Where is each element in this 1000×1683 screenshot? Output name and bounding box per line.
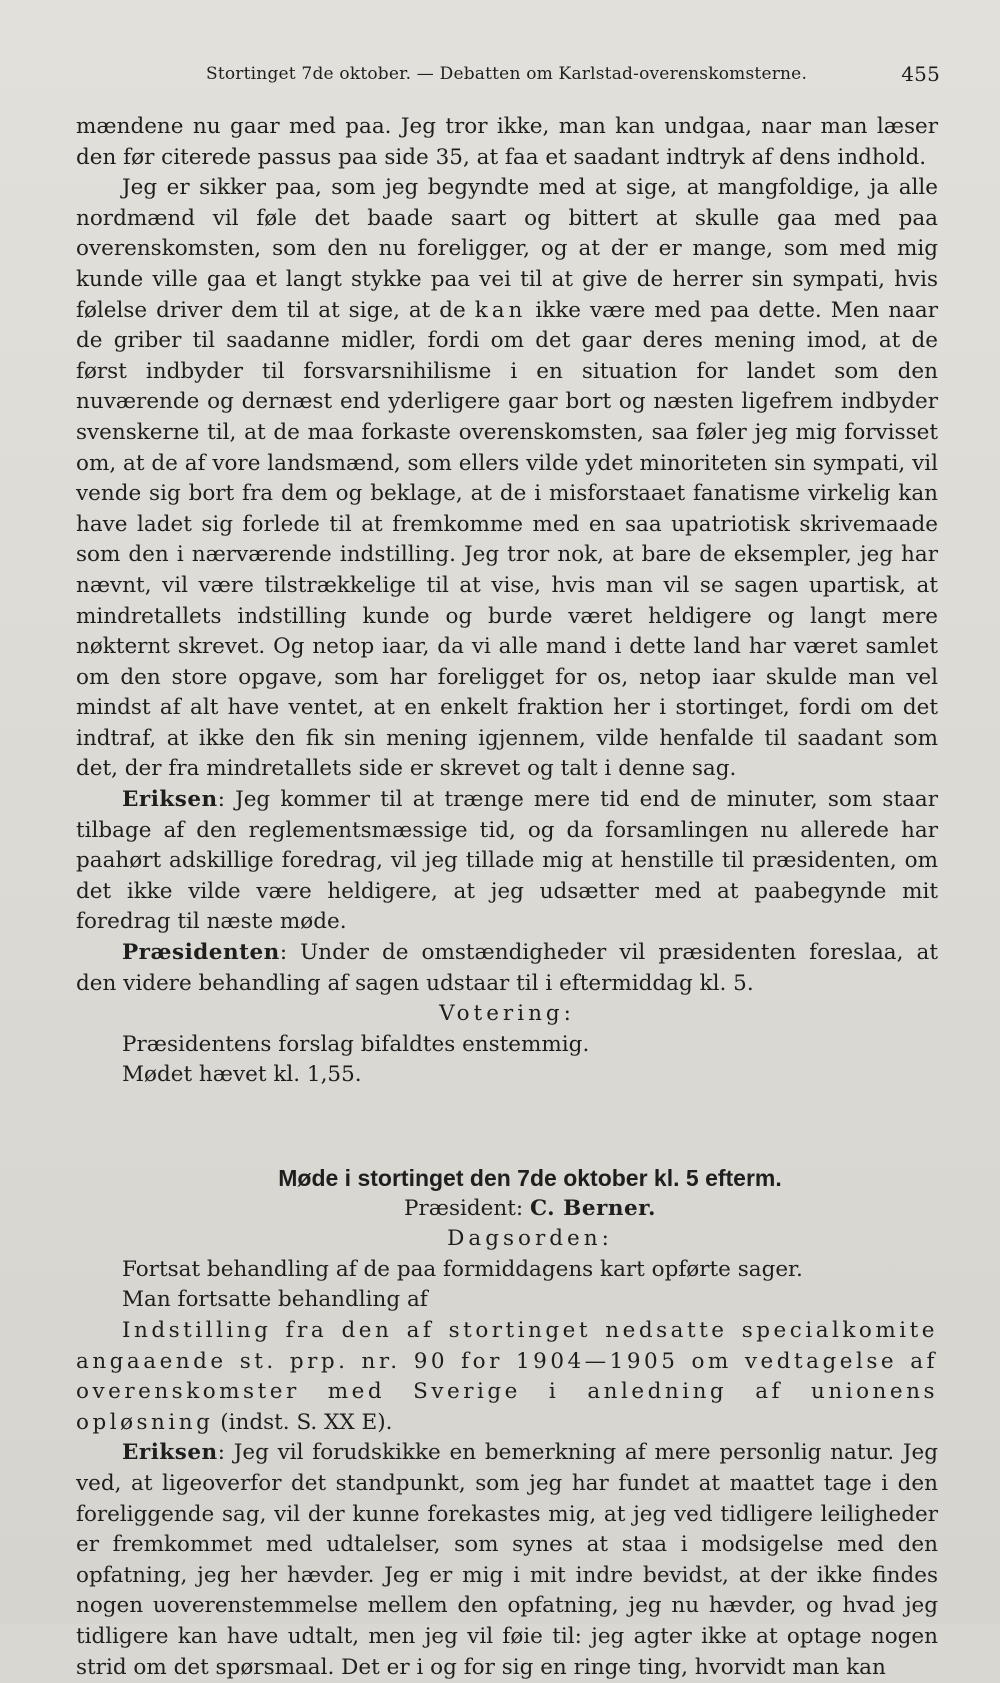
speech-president (76, 938, 938, 999)
paragraph-main (76, 173, 938, 785)
paragraph-main-part1: Jeg er sikker paa, som jeg begyndte med at sige, at mangfoldige, ja alle nordmænd vil føle det baade saart og bittert at skulle gaa med paa overenskomsten, som den nu foreligger, og at der er mange, som med mig kunde ville gaa et langt stykke paa vei til at give de herrer sin sympati, hvis følelse driver dem til at sige, at de (76, 175, 938, 323)
emphasis-spaced-word: kan (474, 297, 527, 323)
indstilling-title (76, 1316, 938, 1438)
meeting-title: Møde i stortinget den 7de oktober kl. 5 efterm. (278, 1165, 782, 1191)
page-body (76, 112, 938, 1683)
agenda-item: Fortsat behandling af de paa formiddagens kart opførte sager. (122, 1256, 803, 1282)
speech-text: : Under de omstændigheder vil præsidenten foreslaa, at den videre behandling af sagen udstaar til i eftermiddag kl. 5. (76, 940, 938, 996)
meeting-adjourned: Mødet hævet kl. 1,55. (122, 1062, 362, 1088)
running-header (206, 64, 940, 84)
speaker-name: Eriksen (122, 787, 218, 813)
speaker-name: Præsidenten (122, 940, 280, 966)
speech-text: : Jeg kommer til at trænge mere tid end de minuter, som staar tilbage af den reglementsmæssige tid, og da forsamlingen nu allerede har paahørt adskillige foredrag, vil jeg tillade mig at henstille til præsidenten, om det ikke vilde være heldigere, at jeg udsætter med at paabegynde mit foredrag til næste møde. (76, 787, 938, 935)
president-name: C. Berner. (529, 1195, 656, 1221)
speech-eriksen-1 (76, 785, 938, 938)
president-line (76, 1194, 938, 1225)
continued-treatment: Man fortsatte behandling af (122, 1287, 428, 1313)
vote-result: Præsidentens forslag bifaldtes enstemmig. (122, 1031, 590, 1057)
speech-eriksen-2 (76, 1438, 938, 1683)
page-number: 455 (901, 62, 940, 86)
running-title: Stortinget 7de oktober. — Debatten om Karlstad-overenskomsterne. (206, 64, 808, 84)
indstilling-reference: (indst. S. XX E). (213, 1409, 393, 1435)
speech-text: : Jeg vil forudskikke en bemerkning af mere personlig natur. Jeg ved, at ligeoverfor det standpunkt, som jeg har fundet at maattet tage i den foreliggende sag, vil der kunne forekastes mig, at jeg ved tidligere leiligheder er fremkommet med udtalelser, som synes at staa i modsigelse med den opfatning, jeg her hævder. Jeg er mig i mit indre bevidst, at der ikke findes nogen uoverenstemmelse mellem den opfatning, jeg nu hævder, og hvad jeg tidligere kan have udtalt, men jeg vil føie til: jeg agter ikke at optage nogen strid om det spørsmaal. Det er i og for sig en ringe ting, hvorvidt man kan (76, 1440, 938, 1680)
paragraph-main-part2: ikke være med paa dette. Men naar de griber til saadanne midler, fordi om det gaar deres mening imod, at de først indbyder til forsvarsnihilisme i en situation for landet som den nuværende og dernæst end yderligere gaar bort og næsten ligefrem indbyder svenskerne til, at de maa forkaste overenskomsten, saa føler jeg mig forvisset om, at de af vore landsmænd, som ellers vilde ydet minoriteten sin sympati, vil vende sig bort fra dem og beklage, at de i misforstaaet fanatisme virkelig kan have ladet sig forlede til at fremkomme med en saa upatriotisk skrivemaade som den i nærværende indstilling. Jeg tror nok, at bare de eksempler, jeg har nævnt, vil være tilstrækkelige til at vise, hvis man vil se sagen upartisk, at mindretallets indstilling kunde og burde været heldigere og langt mere nøkternt skrevet. Og netop iaar, da vi alle mand i dette land har været samlet om den store opgave, som har foreligget for os, netop iaar skulde man vel mindst af alt have ventet, at en enkelt fraktion her i stortinget, fordi om det indtraf, at ikke den fik sin mening igjennem, vilde henfalde til saadant som det, der fra mindretallets side er skrevet og talt i denne sag. (76, 297, 939, 782)
section-gap (76, 1091, 938, 1163)
paragraph-continuation: mændene nu gaar med paa. Jeg tror ikke, man kan undgaa, naar man læser den før citerede passus paa side 35, at faa et saadant indtryk af dens indhold. (76, 114, 938, 170)
votering-heading: Votering: (439, 1001, 575, 1027)
indstilling-spaced: Indstilling fra den af stortinget nedsatte specialkomite angaaende st. prp. nr. 90 for 1904—1905 om vedtagelse af overenskomster med Sverige i anledning af unionens opløsning (76, 1317, 938, 1435)
speaker-name: Eriksen (122, 1440, 218, 1466)
president-label: Præsident: (404, 1195, 524, 1221)
agenda-heading: Dagsorden: (447, 1226, 613, 1252)
